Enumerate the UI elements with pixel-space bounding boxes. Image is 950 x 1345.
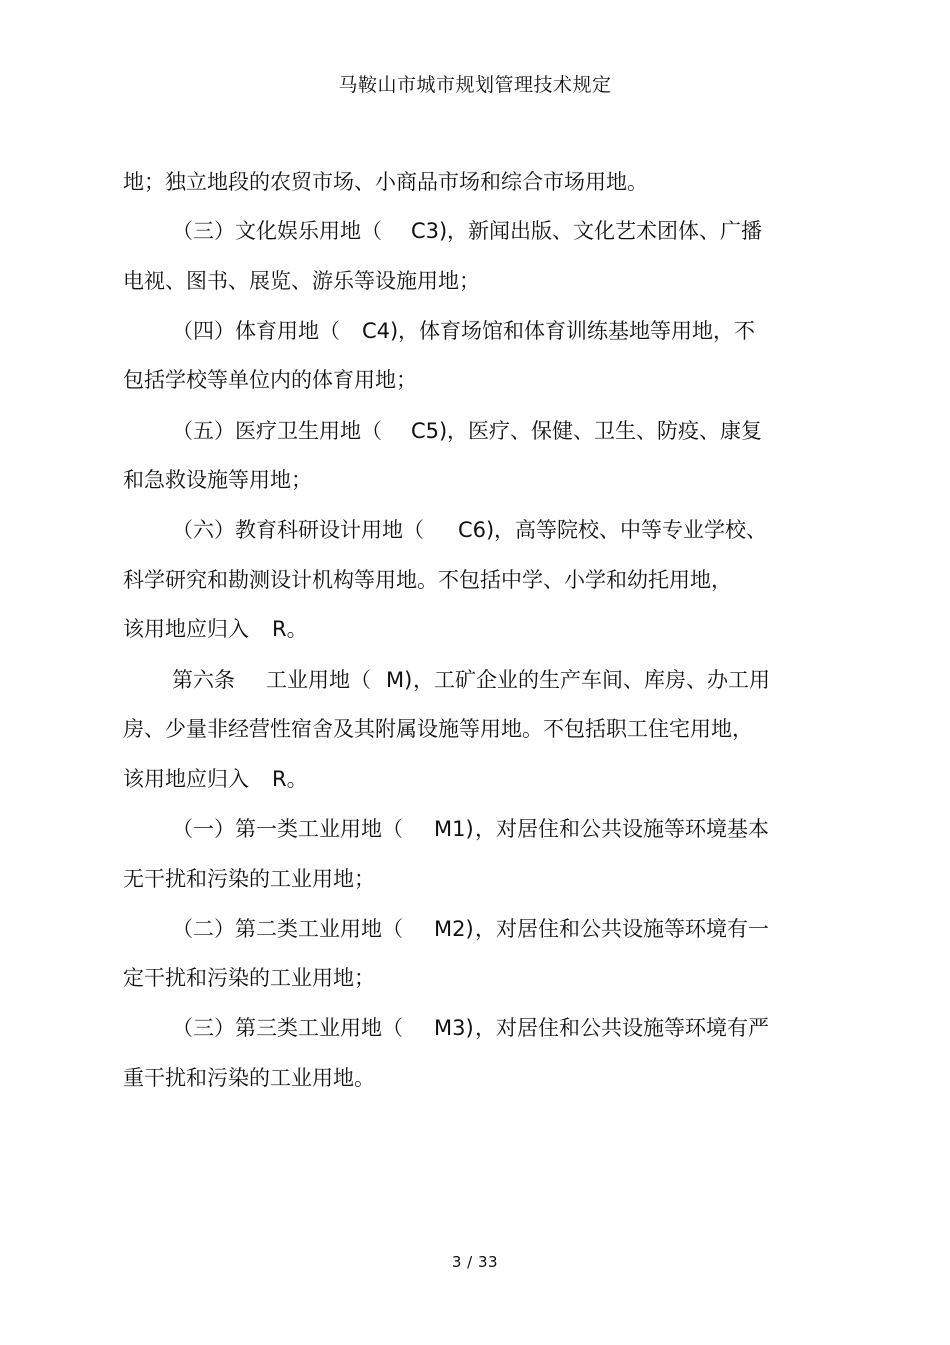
text-segment: （六）教育科研设计用地（ <box>172 518 424 542</box>
text-segment: ，体育场馆和体育训练基地等用地，不 <box>398 319 755 343</box>
page-header-title: 马鞍山市城市规划管理技术规定 <box>338 74 612 96</box>
text-segment: 重干扰和污染的工业用地。 <box>123 1066 375 1090</box>
text-segment: 该用地应归入 <box>123 767 249 791</box>
land-code: M2) <box>434 917 474 941</box>
text-segment: 房、少量非经营性宿舍及其附属设施等用地。不包括职工住宅用地， <box>123 717 753 741</box>
text-segment: （三）第三类工业用地（ <box>172 1016 403 1040</box>
land-code: C5) <box>411 419 448 443</box>
text-segment: 地；独立地段的农贸市场、小商品市场和综合市场用地。 <box>123 170 648 194</box>
text-segment: 定干扰和污染的工业用地； <box>123 966 375 990</box>
text-segment: ，对居住和公共设施等环境有一 <box>475 917 769 941</box>
land-code: C4) <box>362 319 399 343</box>
text-segment: ，新闻出版、文化艺术团体、广播 <box>447 219 762 243</box>
text-segment: 科学研究和勘测设计机构等用地。不包括中学、小学和幼托用地， <box>123 568 732 592</box>
land-code: M3) <box>434 1016 474 1040</box>
text-segment: ，高等院校、中等专业学校、 <box>494 518 767 542</box>
land-code: C3) <box>411 219 448 243</box>
text-segment: 无干扰和污染的工业用地； <box>123 867 375 891</box>
land-code: M) <box>386 668 413 692</box>
text-segment: （二）第二类工业用地（ <box>172 917 403 941</box>
text-segment: 电视、图书、展览、游乐等设施用地； <box>123 269 480 293</box>
text-segment: ，对居住和公共设施等环境有严 <box>475 1016 769 1040</box>
land-code: C6) <box>458 518 495 542</box>
land-code: R。 <box>272 767 308 791</box>
text-segment: 该用地应归入 <box>123 617 249 641</box>
text-segment: 和急救设施等用地； <box>123 468 312 492</box>
land-code: R。 <box>272 617 308 641</box>
text-segment: 工业用地（ <box>266 668 371 692</box>
text-segment: ，工矿企业的生产车间、库房、办工用 <box>413 668 770 692</box>
text-segment: ，对居住和公共设施等环境基本 <box>475 817 769 841</box>
article-number: 第六条 <box>172 668 235 692</box>
page-number: 3 / 33 <box>451 1253 499 1271</box>
text-segment: ，医疗、保健、卫生、防疫、康复 <box>447 419 762 443</box>
text-segment: （三）文化娱乐用地（ <box>172 219 382 243</box>
text-segment: 包括学校等单位内的体育用地； <box>123 368 417 392</box>
text-segment: （四）体育用地（ <box>172 319 340 343</box>
text-segment: （一）第一类工业用地（ <box>172 817 403 841</box>
land-code: M1) <box>434 817 474 841</box>
text-segment: （五）医疗卫生用地（ <box>172 419 382 443</box>
